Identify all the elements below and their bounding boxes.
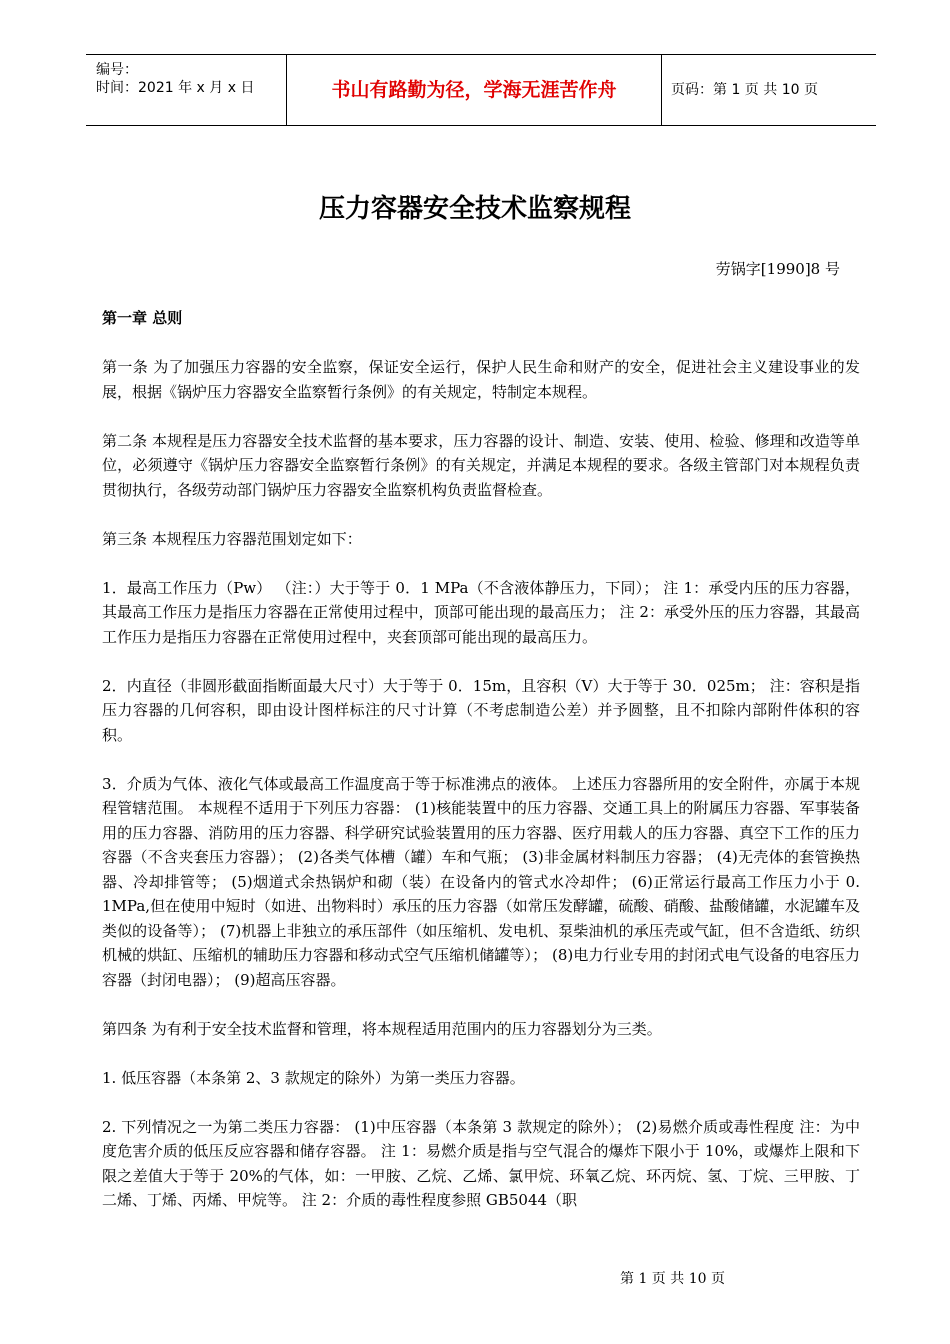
chapter-title: 第一章 总则 (102, 309, 183, 327)
paragraph-class-1: 1. 低压容器（本条第 2、3 款规定的除外）为第一类压力容器。 (102, 1068, 525, 1087)
paragraph-item-1: 1．最高工作压力（Pw） （注：）大于等于 0．1 MPa（不含液体静压力，下同）； 注 1：承受内压的压力容器，其最高工作压力是指压力容器在正常使用过程中，顶部可能出现的最高压力； 注 2：承受外压的压力容器，其最高工作压力是指压力容器在正常使用过程中，夹套顶部可能出现的最高压力。 (102, 578, 860, 646)
paragraph-item-3: 3．介质为气体、液化气体或最高工作温度高于等于标准沸点的液体。 上述压力容器所用的安全附件，亦属于本规程管辖范围。 本规程不适用于下列压力容器： (1)核能装置中的压力容器、交通工具上的附属压力容器、军事装备用的压力容器、消防用的压力容器、科学研究试验装置用的压力容器、医疗用载人的压力容器、真空下工作的压力容器（不含夹套压力容器）； (2)各类气体槽（罐）车和气瓶； (3)非金属材料制压力容器； (4)无壳体的套管换热器、冷却排管等； (5)烟道式余热锅炉和砌（装）在设备内的管式水冷却件； (6)正常运行最高工作压力小于 0. 1MPa,但在使用中短时（如进、出物料时）承压的压力容器（如常压发酵罐，硫酸、硝酸、盐酸储罐，水泥罐车及类似的设备等）； (7)机器上非独立的承压部件（如压缩机、发电机、泵柴油机的承压壳或气缸，但不含造纸、纺织机械的烘缸、压缩机的辅助压力容器和移动式空气压缩机储罐等）； (8)电力行业专用的封闭式电气设备的电容压力容器（封闭电器）； (9)超高压容器。 (102, 774, 860, 989)
paragraph-item-2: 2．内直径（非圆形截面指断面最大尺寸）大于等于 0．15m，且容积（V）大于等于 30．025m； 注：容积是指压力容器的几何容积，即由设计图样标注的尺寸计算（不考虑制造公差）并予圆整，且不扣除内部附件体积的容积。 (102, 676, 860, 744)
page-footer: 第 1 页 共 10 页 (620, 1271, 725, 1287)
paragraph-article-3: 第三条 本规程压力容器范围划定如下： (102, 529, 362, 548)
paragraph-article-1: 第一条 为了加强压力容器的安全监察，保证安全运行，保护人民生命和财产的安全，促进社会主义建设事业的发展，根据《锅炉压力容器安全监察暂行条例》的有关规定，特制定本规程。 (102, 358, 860, 401)
header-page-info (661, 55, 876, 125)
time-label: 时间：2021 年 x 月 x 日 (96, 80, 255, 96)
document-body (102, 306, 860, 1237)
document-number: 劳锅字[1990]8 号 (715, 260, 840, 278)
document-title: 压力容器安全技术监察规程 (318, 194, 631, 224)
header-motto (286, 55, 662, 125)
paragraph-article-2: 第二条 本规程是压力容器安全技术监督的基本要求，压力容器的设计、制造、安装、使用、检验、修理和改造等单位，必须遵守《锅炉压力容器安全监察暂行条例》的有关规定，并满足本规程的要求。各级主管部门对本规程负责贯彻执行，各级劳动部门锅炉压力容器安全监察机构负责监督检查。 (102, 431, 860, 499)
motto-text: 书山有路勤为径，学海无涯苦作舟 (331, 79, 617, 101)
paragraph-article-4: 第四条 为有利于安全技术监督和管理，将本规程适用范围内的压力容器划分为三类。 (102, 1019, 662, 1038)
page-header (86, 54, 876, 126)
header-meta (86, 55, 286, 125)
paragraph-class-2: 2. 下列情况之一为第二类压力容器： (1)中压容器（本条第 3 款规定的除外）； (2)易燃介质或毒性程度 注：为中度危害介质的低压反应容器和储存容器。 注 1：易燃介质是指与空气混合的爆炸下限小于 10%，或爆炸上限和下限之差值大于等于 20%的气体，如：一甲胺、乙烷、乙烯、氯甲烷、环氧乙烷、环丙烷、氢、丁烷、三甲胺、丁二烯、丁烯、丙烯、甲烷等。 注 2：介质的毒性程度参照 GB5044（职 (102, 1117, 860, 1209)
page-info-text: 页码：第 1 页 共 10 页 (671, 82, 818, 98)
number-label: 编号： (96, 62, 138, 78)
